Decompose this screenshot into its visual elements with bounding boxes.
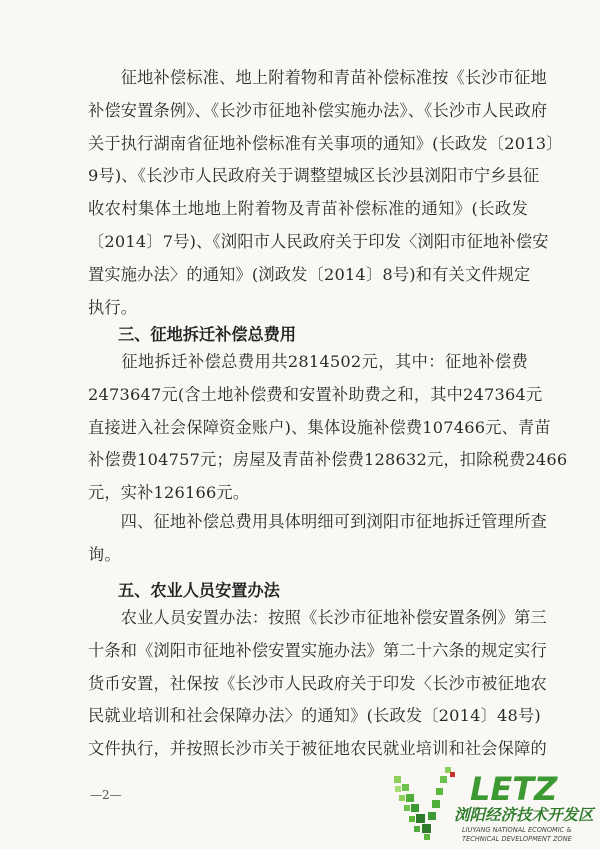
text-line: 关于执行湖南省征地补偿标准有关事项的通知》(长政发〔2013〕	[88, 133, 563, 153]
logo-checkmark-icon	[394, 767, 455, 840]
text-line: 2473647元(含土地补偿费和安置补助费之和，其中247364元	[88, 384, 543, 404]
heading-resettlement: 五、农业人员安置办法	[118, 581, 280, 600]
logo-chinese-name: 浏阳经济技术开发区	[454, 806, 594, 824]
text-line: 〔2014〕7号)、《浏阳市人民政府关于印发〈浏阳市征地补偿安	[88, 231, 549, 251]
heading-total-compensation: 三、征地拆迁补偿总费用	[118, 325, 297, 344]
text-line: 9号)、《长沙市人民政府关于调整望城区长沙县浏阳市宁乡县征	[88, 166, 540, 186]
text-line: 征地补偿标准、地上附着物和青苗补偿标准按《长沙市征地	[88, 68, 547, 87]
text-line: 置实施办法〉的通知》(浏政发〔2014〕8号)和有关文件规定	[88, 264, 531, 284]
text-line: 元，实补126166元。	[88, 483, 250, 503]
paragraph-total-compensation	[88, 346, 568, 510]
text-line: 收农村集体土地地上附着物及青苗补偿标准的通知》(长政发	[88, 199, 528, 219]
paragraph-compensation-standards	[88, 62, 563, 324]
text-line: 询。	[88, 544, 121, 564]
text-line: 直接进入社会保障资金账户)、集体设施补偿费107466元、青苗	[88, 417, 551, 437]
text-line: 民就业培训和社会保障办法〉的通知》(长政发〔2014〕48号)	[88, 706, 541, 726]
text-line: 货币安置，社保按《长沙市人民政府关于印发〈长沙市被征地农	[88, 673, 547, 693]
paragraph-resettlement	[88, 602, 547, 766]
logo-english-line-1: LIUYANG NATIONAL ECONOMIC &	[462, 826, 572, 834]
text-line: 补偿费104757元；房屋及青苗补偿费128632元，扣除税费2466	[88, 450, 568, 470]
text-line: 农业人员安置办法：按照《长沙市征地补偿安置条例》第三	[88, 608, 547, 627]
letz-logo	[392, 764, 600, 849]
paragraph-cost-details	[88, 506, 547, 572]
logo-english-line-2: TECHNICAL DEVELOPMENT ZONE	[462, 835, 572, 843]
text-line: 征地拆迁补偿总费用共2814502元，其中：征地补偿费	[88, 352, 528, 371]
page-number: —2—	[90, 788, 122, 802]
text-line: 十条和《浏阳市征地补偿安置实施办法》第二十六条的规定实行	[88, 640, 547, 660]
text-line: 文件执行，并按照长沙市关于被征地农民就业培训和社会保障的	[88, 739, 547, 759]
text-line: 四、征地补偿总费用具体明细可到浏阳市征地拆迁管理所查	[88, 512, 547, 531]
text-line: 补偿安置条例》、《长沙市征地补偿实施办法》、《长沙市人民政府	[88, 100, 548, 120]
text-line: 执行。	[88, 297, 138, 317]
logo-wordmark: LETZ	[470, 770, 558, 808]
